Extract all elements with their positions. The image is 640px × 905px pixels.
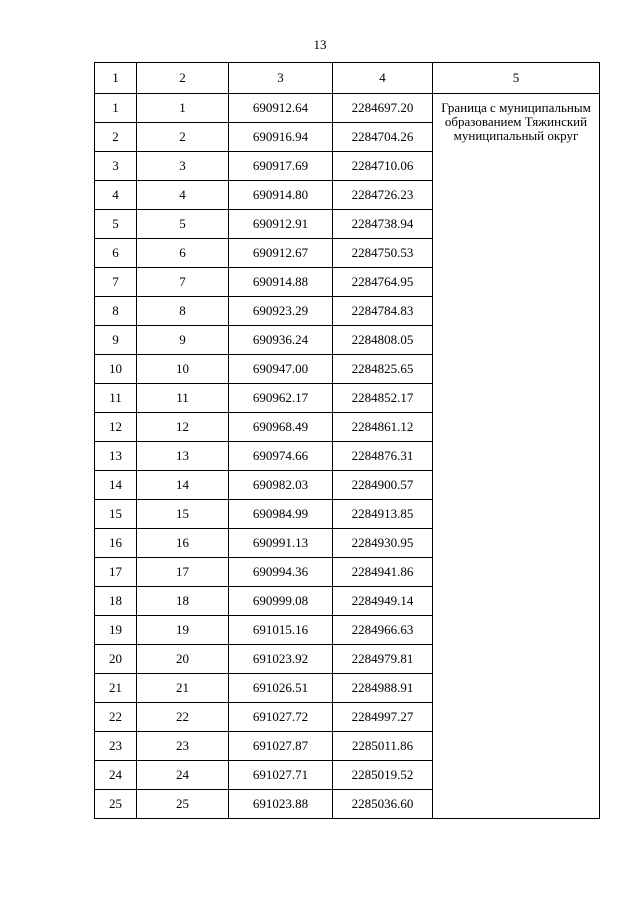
x-coordinate-cell: 690917.69 — [229, 152, 333, 181]
y-coordinate-cell: 2284784.83 — [333, 297, 433, 326]
vertex-number-cell: 5 — [137, 210, 229, 239]
point-number-cell: 14 — [95, 471, 137, 500]
vertex-number-cell: 22 — [137, 703, 229, 732]
vertex-number-cell: 19 — [137, 616, 229, 645]
vertex-number-cell: 23 — [137, 732, 229, 761]
header-cell-5: 5 — [433, 63, 600, 94]
vertex-number-cell: 15 — [137, 500, 229, 529]
x-coordinate-cell: 690912.91 — [229, 210, 333, 239]
x-coordinate-cell: 691027.72 — [229, 703, 333, 732]
y-coordinate-cell: 2284949.14 — [333, 587, 433, 616]
y-coordinate-cell: 2284852.17 — [333, 384, 433, 413]
coordinates-table — [94, 62, 600, 819]
point-number-cell: 10 — [95, 355, 137, 384]
vertex-number-cell: 17 — [137, 558, 229, 587]
vertex-number-cell: 9 — [137, 326, 229, 355]
point-number-cell: 21 — [95, 674, 137, 703]
y-coordinate-cell: 2284930.95 — [333, 529, 433, 558]
point-number-cell: 18 — [95, 587, 137, 616]
y-coordinate-cell: 2284900.57 — [333, 471, 433, 500]
y-coordinate-cell: 2284941.86 — [333, 558, 433, 587]
y-coordinate-cell: 2284979.81 — [333, 645, 433, 674]
vertex-number-cell: 21 — [137, 674, 229, 703]
y-coordinate-cell: 2284697.20 — [333, 94, 433, 123]
point-number-cell: 8 — [95, 297, 137, 326]
vertex-number-cell: 2 — [137, 123, 229, 152]
vertex-number-cell: 1 — [137, 94, 229, 123]
vertex-number-cell: 20 — [137, 645, 229, 674]
vertex-number-cell: 6 — [137, 239, 229, 268]
x-coordinate-cell: 690936.24 — [229, 326, 333, 355]
point-number-cell: 13 — [95, 442, 137, 471]
point-number-cell: 6 — [95, 239, 137, 268]
y-coordinate-cell: 2284750.53 — [333, 239, 433, 268]
point-number-cell: 4 — [95, 181, 137, 210]
x-coordinate-cell: 690916.94 — [229, 123, 333, 152]
point-number-cell: 23 — [95, 732, 137, 761]
point-number-cell: 2 — [95, 123, 137, 152]
x-coordinate-cell: 690914.88 — [229, 268, 333, 297]
x-coordinate-cell: 690912.67 — [229, 239, 333, 268]
point-number-cell: 11 — [95, 384, 137, 413]
point-number-cell: 5 — [95, 210, 137, 239]
y-coordinate-cell: 2284876.31 — [333, 442, 433, 471]
point-number-cell: 7 — [95, 268, 137, 297]
y-coordinate-cell: 2284988.91 — [333, 674, 433, 703]
header-cell-1: 1 — [95, 63, 137, 94]
table-row — [95, 94, 600, 123]
y-coordinate-cell: 2284997.27 — [333, 703, 433, 732]
x-coordinate-cell: 691015.16 — [229, 616, 333, 645]
point-number-cell: 17 — [95, 558, 137, 587]
x-coordinate-cell: 691023.88 — [229, 790, 333, 819]
point-number-cell: 12 — [95, 413, 137, 442]
x-coordinate-cell: 690923.29 — [229, 297, 333, 326]
vertex-number-cell: 7 — [137, 268, 229, 297]
y-coordinate-cell: 2284825.65 — [333, 355, 433, 384]
x-coordinate-cell: 690914.80 — [229, 181, 333, 210]
x-coordinate-cell: 691027.87 — [229, 732, 333, 761]
vertex-number-cell: 11 — [137, 384, 229, 413]
x-coordinate-cell: 691023.92 — [229, 645, 333, 674]
y-coordinate-cell: 2285011.86 — [333, 732, 433, 761]
vertex-number-cell: 10 — [137, 355, 229, 384]
vertex-number-cell: 3 — [137, 152, 229, 181]
vertex-number-cell: 8 — [137, 297, 229, 326]
y-coordinate-cell: 2284710.06 — [333, 152, 433, 181]
header-cell-3: 3 — [229, 63, 333, 94]
page-number: 13 — [313, 37, 327, 52]
point-number-cell: 3 — [95, 152, 137, 181]
y-coordinate-cell: 2284913.85 — [333, 500, 433, 529]
vertex-number-cell: 14 — [137, 471, 229, 500]
boundary-description-cell: Граница с муниципальным образованием Тяжинский муниципальный округ — [433, 94, 600, 819]
y-coordinate-cell: 2284738.94 — [333, 210, 433, 239]
y-coordinate-cell: 2284861.12 — [333, 413, 433, 442]
x-coordinate-cell: 690968.49 — [229, 413, 333, 442]
point-number-cell: 9 — [95, 326, 137, 355]
vertex-number-cell: 12 — [137, 413, 229, 442]
x-coordinate-cell: 690912.64 — [229, 94, 333, 123]
x-coordinate-cell: 690994.36 — [229, 558, 333, 587]
point-number-cell: 24 — [95, 761, 137, 790]
point-number-cell: 16 — [95, 529, 137, 558]
vertex-number-cell: 13 — [137, 442, 229, 471]
header-cell-4: 4 — [333, 63, 433, 94]
vertex-number-cell: 24 — [137, 761, 229, 790]
point-number-cell: 22 — [95, 703, 137, 732]
point-number-cell: 1 — [95, 94, 137, 123]
y-coordinate-cell: 2285036.60 — [333, 790, 433, 819]
point-number-cell: 20 — [95, 645, 137, 674]
vertex-number-cell: 16 — [137, 529, 229, 558]
x-coordinate-cell: 691026.51 — [229, 674, 333, 703]
x-coordinate-cell: 690984.99 — [229, 500, 333, 529]
point-number-cell: 25 — [95, 790, 137, 819]
y-coordinate-cell: 2284808.05 — [333, 326, 433, 355]
x-coordinate-cell: 690991.13 — [229, 529, 333, 558]
table-body — [95, 94, 600, 819]
header-cell-2: 2 — [137, 63, 229, 94]
vertex-number-cell: 4 — [137, 181, 229, 210]
x-coordinate-cell: 691027.71 — [229, 761, 333, 790]
vertex-number-cell: 18 — [137, 587, 229, 616]
y-coordinate-cell: 2285019.52 — [333, 761, 433, 790]
point-number-cell: 15 — [95, 500, 137, 529]
x-coordinate-cell: 690962.17 — [229, 384, 333, 413]
x-coordinate-cell: 690974.66 — [229, 442, 333, 471]
x-coordinate-cell: 690947.00 — [229, 355, 333, 384]
x-coordinate-cell: 690982.03 — [229, 471, 333, 500]
y-coordinate-cell: 2284726.23 — [333, 181, 433, 210]
y-coordinate-cell: 2284764.95 — [333, 268, 433, 297]
vertex-number-cell: 25 — [137, 790, 229, 819]
x-coordinate-cell: 690999.08 — [229, 587, 333, 616]
y-coordinate-cell: 2284966.63 — [333, 616, 433, 645]
point-number-cell: 19 — [95, 616, 137, 645]
table-header — [95, 63, 600, 94]
y-coordinate-cell: 2284704.26 — [333, 123, 433, 152]
